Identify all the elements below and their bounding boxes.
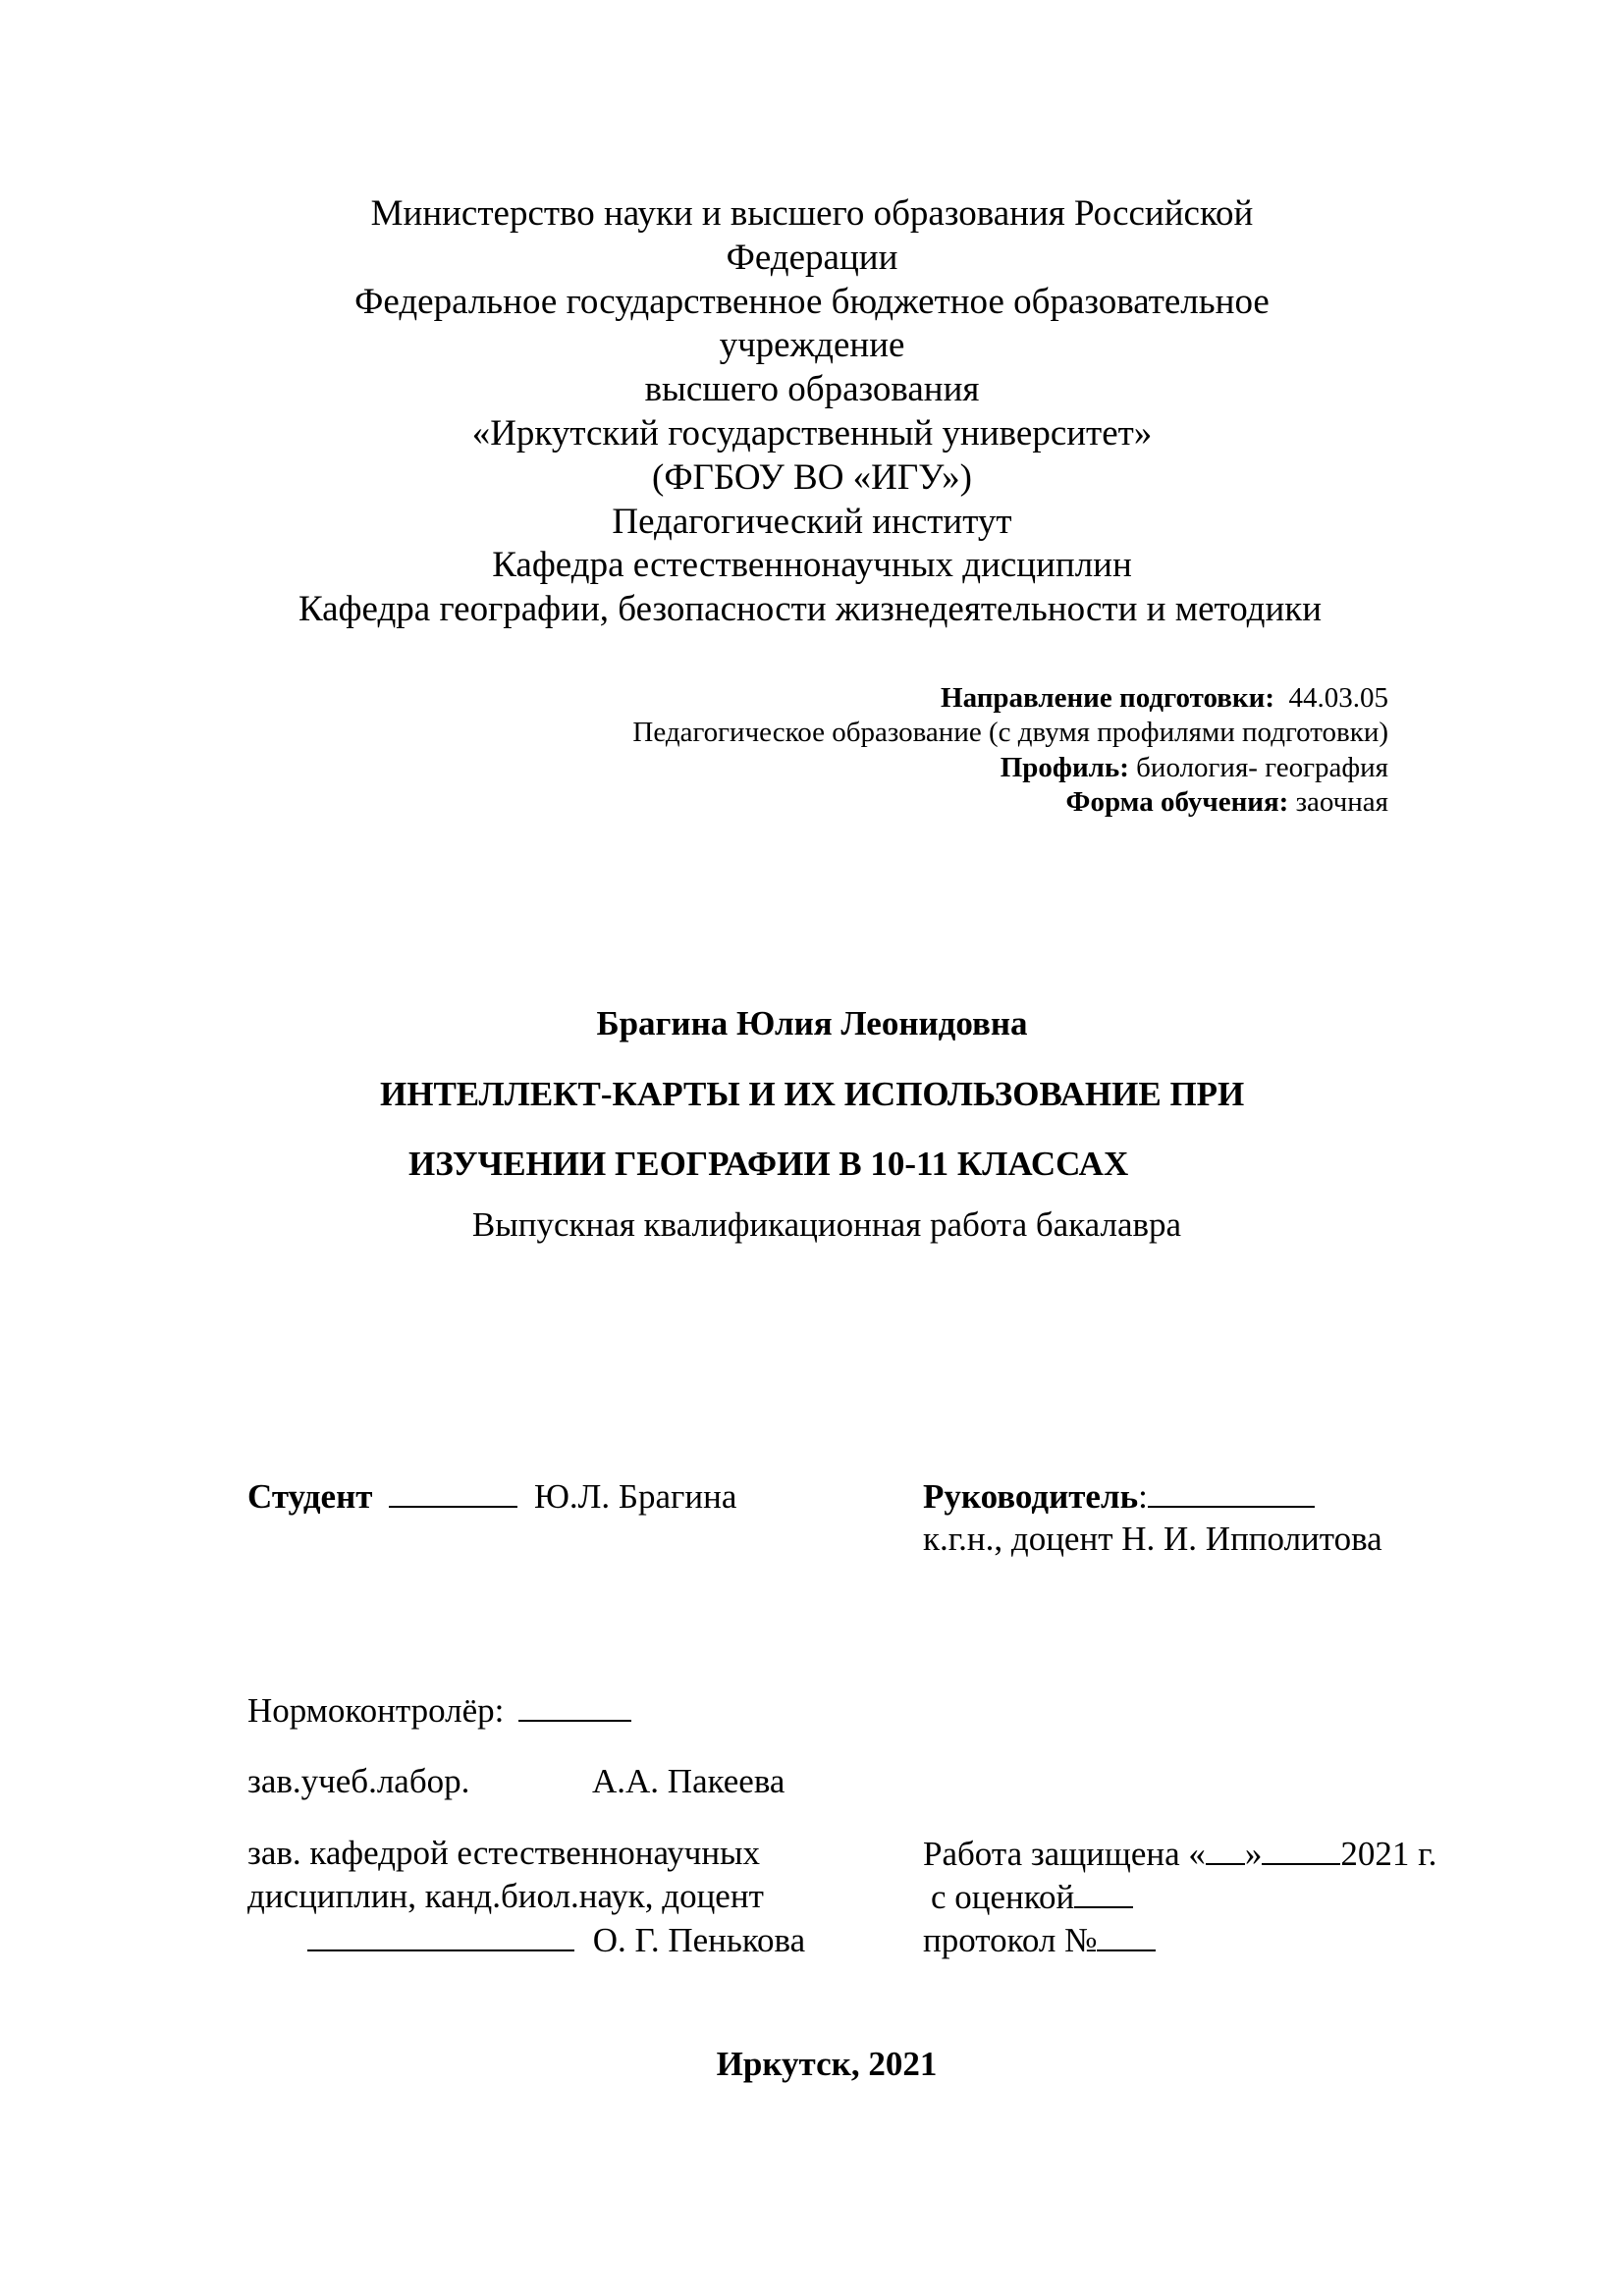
header-line-pedagogical-institute: Педагогический институт [612,501,1012,542]
author-name: Брагина Юлия Леонидовна [596,1004,1028,1042]
normcontrol-signature-line [518,1688,631,1722]
thesis-type: Выпускная квалификационная работа бакалавра [471,1205,1182,1244]
supervisor-signature [923,1474,1315,1519]
head-name: О. Г. Пенькова [592,1921,806,1959]
header-line-abbreviation: (ФГБОУ ВО «ИГУ») [652,456,972,498]
protocol-label: протокол № [923,1921,1098,1959]
thesis-title-line1: ИНТЕЛЛЕКТ-КАРТЫ И ИХ ИСПОЛЬЗОВАНИЕ ПРИ [380,1075,1245,1113]
program-info [632,681,1388,820]
head-signature [307,1918,805,1962]
grade-label: с оценкой [931,1878,1075,1916]
supervisor-name: к.г.н., доцент Н. И. Ипполитова [923,1520,1382,1558]
defended-day-blank [1206,1832,1245,1865]
normcontrol-name: А.А. Пакеева [592,1762,785,1800]
direction-label: Направление подготовки: [941,682,1274,714]
defended-month-blank [1262,1832,1340,1865]
normcontrol-label: Нормоконтролёр: [247,1691,505,1730]
head-line1: зав. кафедрой естественнонаучных [247,1834,761,1872]
header-line-federation: Федерации [726,237,898,278]
direction-code: 44.03.05 [1288,682,1388,714]
grade-blank [1074,1875,1133,1908]
institution-header [0,192,1624,632]
form-value: заочная [1295,785,1388,818]
header-line-fgbou: Федеральное государственное бюджетное образовательное [354,281,1270,322]
defended-line [923,1832,1436,1876]
header-line-institution: учреждение [719,325,905,366]
header-line-department-natural-sciences: Кафедра естественнонаучных дисциплин [492,545,1132,586]
program-direction [632,681,1388,716]
header-line-university: «Иркутский государственный университет» [471,412,1153,454]
supervisor-signature-line [1148,1474,1315,1508]
header-line-ministry: Министерство науки и высшего образования Российской [370,193,1254,234]
city-year: Иркутск, 2021 [716,2045,938,2083]
header-line-higher-education: высшего образования [644,369,980,410]
student-label: Студент [247,1477,373,1516]
program-form [632,785,1388,820]
supervisor-colon: : [1138,1477,1148,1516]
protocol-line [923,1918,1156,1962]
head-line2: дисциплин, канд.биол.наук, доцент [247,1877,764,1915]
normcontrol-signature [247,1688,631,1733]
defended-year: 2021 г. [1340,1835,1437,1873]
profile-value: биология- география [1136,751,1388,783]
header-line-department-geography: Кафедра географии, безопасности жизнедеятельности и методики [298,589,1323,630]
defended-prefix: Работа защищена « [923,1835,1206,1873]
normcontrol-position: зав.учеб.лабор. [247,1762,470,1800]
head-signature-line [307,1918,574,1951]
thesis-title-line2: ИЗУЧЕНИИ ГЕОГРАФИИ В 10-11 КЛАССАХ [408,1145,1129,1183]
direction-name: Педагогическое образование (с двумя профилями подготовки) [632,717,1388,749]
program-profile [632,751,1388,785]
supervisor-label: Руководитель [923,1477,1139,1516]
defended-mid: » [1244,1835,1263,1873]
profile-label: Профиль: [1000,751,1129,783]
protocol-blank [1097,1918,1156,1951]
form-label: Форма обучения: [1065,785,1289,818]
grade-line [931,1875,1133,1919]
student-signature [247,1474,736,1519]
student-name: Ю.Л. Брагина [533,1477,737,1516]
student-signature-line [389,1474,517,1508]
